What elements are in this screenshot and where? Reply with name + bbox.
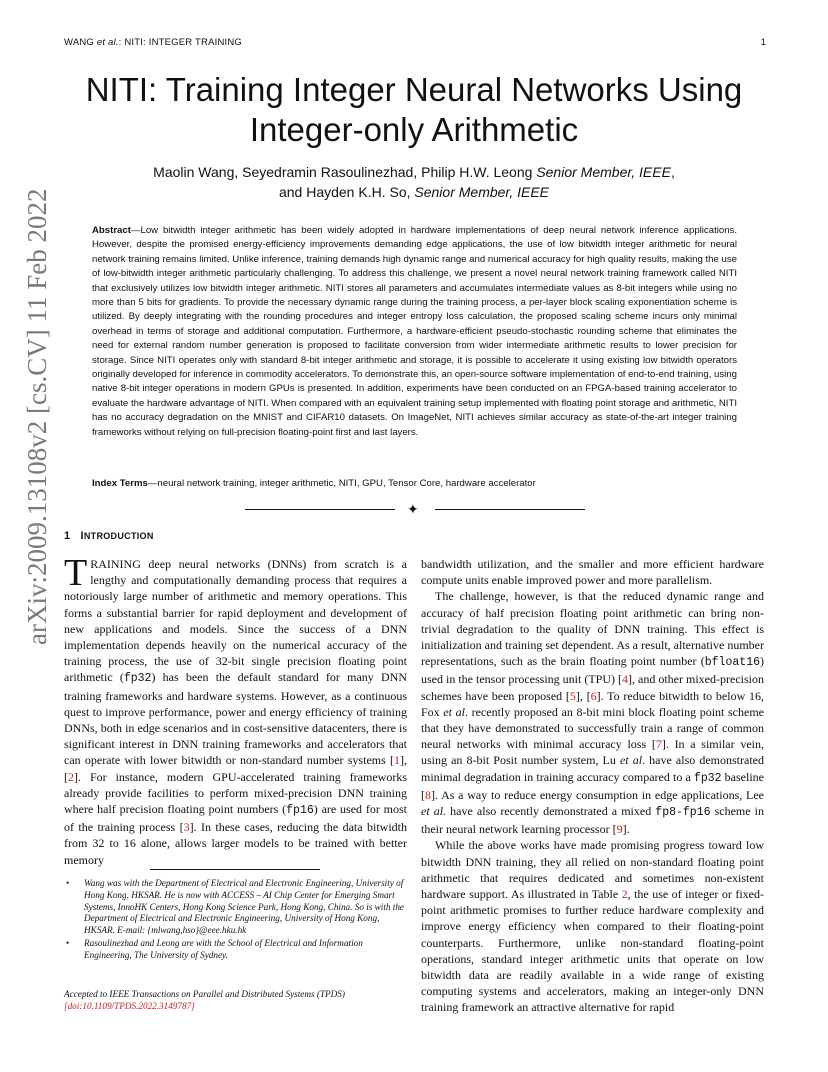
footnote-affiliation-2: • Rasoulinezhad and Leong are with the School of Electrical and Information Engineering, The University of Sydney. — [66, 937, 363, 960]
citation-link[interactable]: 2 — [68, 769, 74, 784]
running-head-etal: et al. — [96, 37, 119, 48]
separator-line-right — [435, 509, 585, 510]
author-line-2: and Hayden K.H. So, Senior Member, IEEE — [278, 184, 550, 200]
abstract-label: Abstract — [92, 225, 131, 236]
footnote-affiliation-1: • Wang was with the Department of Electrical and Electronic Engineering, University of Hong Kong, HKSAR. He is now with ACCESS – AI Chip Center for Emerging Smart Systems, InnoHK Centers, Hong Kong Science Park, Hong Kong, China. So is with the Department of Electrical and Electronic Engineering, University of Hong Kong, HKSAR. E-mail: {mlwang,hso}@eee.hku.hk — [66, 878, 405, 936]
acceptance-note — [64, 989, 424, 1013]
citation-link[interactable]: 9 — [616, 822, 623, 837]
citation-link[interactable]: 5 — [569, 688, 576, 703]
arxiv-stamp-text: arXiv:2009.13108v2 [cs.CV] 11 Feb 2022 — [22, 188, 52, 645]
running-head-title: : NITI: INTEGER TRAINING — [118, 37, 243, 48]
intro-paragraph-2: The challenge, however, is that the reduced dynamic range and accuracy of half precision floating point arithmetic can bring non-trivial degradation to the quality of DNN training. This effect is initialization and training set dependent. As a result, alternative number representations, such as the brain floating point number (bfloat16) used in the tensor processing unit (TPU) [4], and other mixed-precision schemes have been proposed [5], [6]. To reduce bitwidth to below 16, Fox et al. recently proposed an 8-bit mini block floating point scheme that they have demonstrated to successfully train a range of common neural networks with minimal accuracy loss [7]. In a similar vein, using an 8-bit Posit number system, Lu et al. have also demonstrated minimal degradation in training accuracy compared to a fp32 baseline [8]. As a way to reduce energy consumption in edge applications, Lee et al. have also recently demonstrated a mixed fp8-fp16 scheme in their neural network learning processor [9]. — [421, 589, 765, 837]
separator-line-left — [245, 509, 395, 510]
footnote-rule — [150, 869, 320, 870]
doi-link[interactable]: [doi:10.1109/TPDS.2022.3149787] — [64, 1000, 195, 1011]
dropcap: T — [64, 552, 88, 594]
page-number: 1 — [760, 37, 766, 48]
citation-link[interactable]: 7 — [655, 737, 662, 752]
citation-link[interactable]: 1 — [394, 753, 400, 768]
citation-link[interactable]: 8 — [425, 787, 431, 802]
abstract-text: —Low bitwidth integer arithmetic has been widely adopted in hardware implementations of deep neural network inference applications. However, despite the promised energy-efficiency improvements demanding edge applications, the use of low bitwidth integer arithmetic for neural network training remains limited. Unlike inference, training demands high dynamic range and numerical accuracy for high quality results, making the use of low-bitwidth integer arithmetic particularly challenging. To address this challenge, we present a novel neural network training framework called NITI that exclusively utilizes low bitwidth integer arithmetic. NITI stores all parameters and accumulates intermediate values as 8-bit integers while using no more than 5 bits for gradients. To provide the necessary dynamic range during the training process, a per-layer block scaling exponentiation scheme is utilized. By deeply integrating with the rounding procedures and integer entropy loss calculation, the proposed scaling scheme incurs only minimal overhead in terms of storage and additional computation. Furthermore, a hardware-efficient pseudo-stochastic rounding scheme that eliminates the need for external random number generation is proposed to facilitate conversion from wider intermediate arithmetic results to lower precision for storage. Since NITI operates only with standard 8-bit integer arithmetic and storage, it is possible to accelerate it using existing low bitwidth operators originally developed for inference in commodity accelerators. To demonstrate this, an open-source software implementation of end-to-end training, using native 8-bit integer operations in modern GPUs is presented. In addition, experiments have been conducted on an FPGA-based training accelerator to evaluate the hardware advantage of NITI. When compared with an equivalent training setup implemented with floating point storage and arithmetic, NITI has no accuracy degradation on the MNIST and CIFAR10 datasets. On ImageNet, NITI achieves similar accuracy as state-of-the-art integer training frameworks without relying on full-precision floating-point first and last layers. — [92, 225, 737, 438]
title-line-1: NITI: Training Integer Neural Networks Using — [85, 71, 743, 108]
separator-diamond-icon: ✦ — [407, 501, 419, 517]
index-terms — [92, 477, 737, 491]
running-head — [64, 37, 242, 48]
table-reference-link[interactable]: 2 — [621, 887, 628, 902]
author-line-1: Maolin Wang, Seyedramin Rasoulinezhad, Philip H.W. Leong Senior Member, IEEE, — [153, 164, 675, 180]
body-column-left — [64, 552, 407, 868]
intro-paragraph-3: While the above works have made promising progress toward low bitwidth DNN training, they all relied on non-standard floating point arithmetic that requires dedicated and sometimes non-existent hardware support. As illustrated in Table 2, the use of integer or fixed-point arithmetic promises to further reduce hardware complexity and improve energy efficiency when compared to their floating-point counterparts. Furthermore, unlike non-standard floating-point operations, standard integer arithmetic units that operate on low bitwidth data are readily available in a wide range of existing computing systems and accelerators, making an integer-only DNN training framework an attractive alternative for rapid — [421, 838, 764, 1015]
running-head-author: WANG — [64, 37, 97, 48]
citation-link[interactable]: 3 — [183, 820, 190, 835]
intro-paragraph-1: TRAINING deep neural networks (DNNs) from scratch is a lengthy and computationally demanding process that requires a notoriously large number of arithmetic and memory operations. This forms a substantial barrier for rapid deployment and development of new applications and models. Since the success of a DNN implementation depends heavily on the numerical accuracy of the training process, the use of 32-bit single precision floating point arithmetic (fp32) has been the default standard for many DNN training frameworks and hardware systems. However, as a continuous quest to improve performance, power and energy efficiency of training DNNs, both in edge scenarios and in cost-sensitive datacenters, there is significant interest in DNN training frameworks and accelerators that can operate with lower bitwidth or non-standard number systems [1], [2]. For instance, modern GPU-accelerated training frameworks already provide facilities to perform mixed-precision DNN training where half precision floating point numbers (fp16) are used for most of the training process [3]. In these cases, reducing the data bitwidth from 32 to 16 alone, allows larger models to be trained with better memory — [64, 552, 407, 867]
index-terms-text: —neural network training, integer arithmetic, NITI, GPU, Tensor Core, hardware accelerator — [147, 478, 536, 489]
acceptance-journal: Accepted to IEEE Transactions on Parallel and Distributed Systems (TPDS) — [64, 989, 345, 999]
footnotes — [64, 878, 407, 963]
body-column-right — [421, 556, 764, 1016]
title-line-2: Integer-only Arithmetic — [249, 111, 579, 148]
section-separator — [245, 502, 585, 516]
paper-title — [64, 70, 764, 150]
citation-link[interactable]: 6 — [590, 688, 597, 703]
abstract — [92, 224, 737, 440]
section-number: 1 — [64, 530, 71, 542]
intro-paragraph-1-cont: bandwidth utilization, and the smaller and more efficient hardware compute units enable improved power and more parallelism. — [421, 557, 764, 588]
section-heading: 1 INTRODUCTION — [64, 530, 154, 542]
citation-link[interactable]: 4 — [622, 672, 629, 687]
author-list — [64, 162, 764, 202]
index-terms-label: Index Terms — [92, 478, 148, 489]
